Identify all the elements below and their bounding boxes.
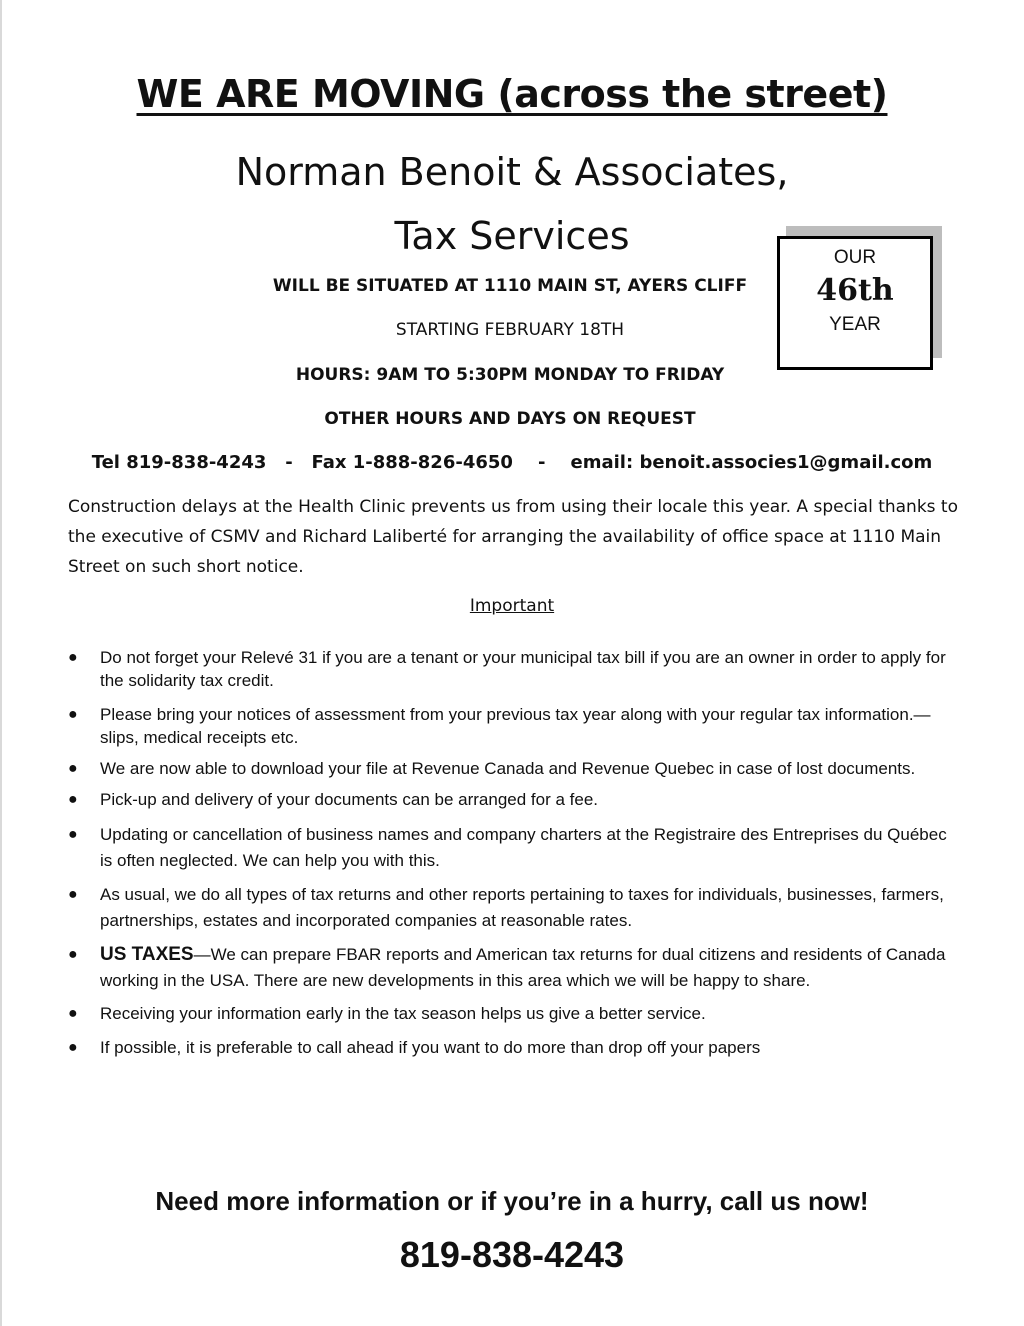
bullet-icon: ● xyxy=(68,886,78,903)
list-item-text: We are now able to download your file at Revenue Canada and Revenue Quebec in case of lost documents. xyxy=(100,759,916,778)
list-item xyxy=(68,757,960,780)
new-address: WILL BE SITUATED AT 1110 MAIN ST, AYERS CLIFF xyxy=(272,276,748,296)
start-date: STARTING FEBRUARY 18TH xyxy=(395,320,625,340)
important-list xyxy=(68,646,960,1070)
call-to-action: Need more information or if you’re in a hurry, call us now! xyxy=(155,1186,869,1216)
page-edge-line xyxy=(0,0,2,1326)
bullet-icon: ● xyxy=(68,946,78,963)
years-badge xyxy=(777,236,933,370)
list-item xyxy=(68,1036,960,1059)
list-item xyxy=(68,882,960,934)
headline xyxy=(0,72,1024,116)
bullet-icon: ● xyxy=(68,826,78,843)
other-hours: OTHER HOURS AND DAYS ON REQUEST xyxy=(324,409,696,429)
list-item xyxy=(68,646,960,692)
headline-text: WE ARE MOVING (across the street) xyxy=(136,72,888,116)
company-name: Norman Benoit & Associates, xyxy=(235,150,789,194)
years-badge-top: OUR xyxy=(833,247,877,268)
list-item-text: Do not forget your Relevé 31 if you are a tenant or your municipal tax bill if you are an owner in order to apply for the solidarity tax credit. xyxy=(100,648,946,690)
bullet-icon: ● xyxy=(68,649,78,666)
list-item-us-taxes xyxy=(68,942,960,994)
list-item xyxy=(68,703,960,749)
list-item-text: If possible, it is preferable to call ahead if you want to do more than drop off your papers xyxy=(100,1038,761,1057)
bullet-icon: ● xyxy=(68,1005,78,1022)
us-taxes-text: —We can prepare FBAR reports and American tax returns for dual citizens and residents of Canada working in the USA. There are new developments in this area which we will be happy to share. xyxy=(100,945,946,990)
important-heading: Important xyxy=(469,596,555,616)
bullet-icon: ● xyxy=(68,1039,78,1056)
list-item-text: Pick-up and delivery of your documents can be arranged for a fee. xyxy=(100,790,599,809)
office-hours: HOURS: 9AM TO 5:30PM MONDAY TO FRIDAY xyxy=(295,365,725,385)
company-subtitle: Tax Services xyxy=(394,214,630,258)
bullet-icon: ● xyxy=(68,706,78,723)
bullet-icon: ● xyxy=(68,791,78,808)
intro-paragraph: Construction delays at the Health Clinic prevents us from using their locale this year. A special thanks to the executive of CSMV and Richard Laliberté for arranging the availability of office space at 1110 Main Street on such short notice. xyxy=(68,497,958,577)
list-item-text: Please bring your notices of assessment from your previous tax year along with your regular tax information.—slips, medical receipts etc. xyxy=(100,705,931,747)
years-badge-bottom: YEAR xyxy=(829,314,881,335)
list-item xyxy=(68,1002,960,1025)
bullet-icon: ● xyxy=(68,760,78,777)
contact-line: Tel 819-838-4243 - Fax 1-888-826-4650 - email: benoit.associes1@gmail.com xyxy=(91,452,933,473)
phone-number: 819-838-4243 xyxy=(399,1234,625,1275)
us-taxes-label: US TAXES xyxy=(100,944,194,965)
list-item xyxy=(68,822,960,874)
list-item-text: As usual, we do all types of tax returns and other reports pertaining to taxes for individuals, businesses, farmers, partnerships, estates and incorporated companies at reasonable rates. xyxy=(100,885,944,930)
list-item-text: Updating or cancellation of business names and company charters at the Registraire des Entreprises du Québec is often neglected. We can help you with this. xyxy=(100,825,947,870)
list-item xyxy=(68,788,960,811)
list-item-text: Receiving your information early in the tax season helps us give a better service. xyxy=(100,1004,706,1023)
years-badge-number: 46th xyxy=(816,273,894,308)
